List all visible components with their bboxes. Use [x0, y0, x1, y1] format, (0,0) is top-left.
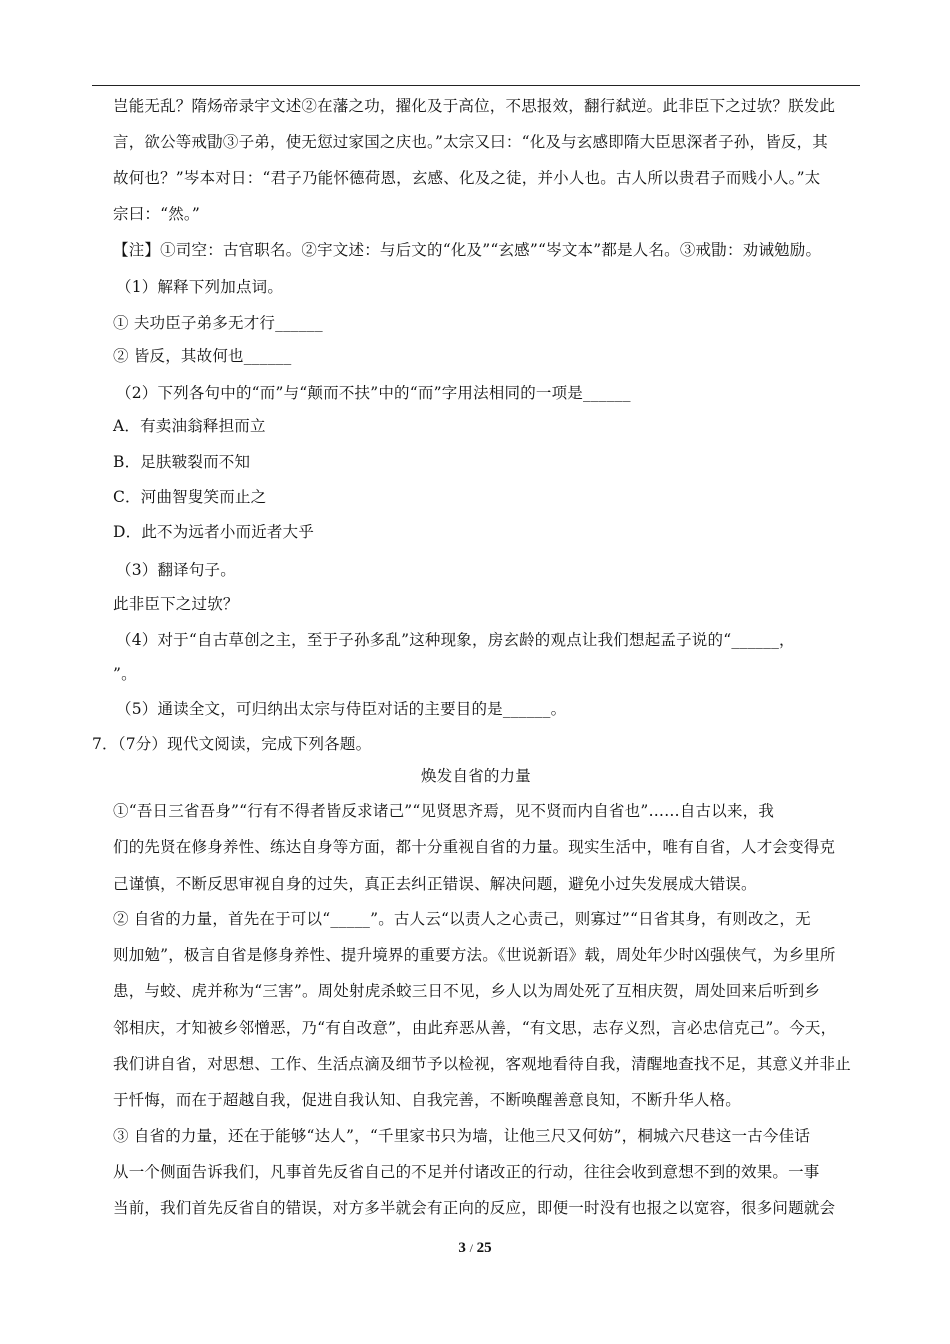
- paragraph-line: 邻相庆，才知被乡邻憎恶，乃“有自改意”，由此弃恶从善，“有文思，志存义烈，言必忠信克己”。今天，: [113, 1019, 837, 1037]
- question-4-cont: ”。: [113, 665, 137, 683]
- question-1: （1）解释下列加点词。: [116, 278, 284, 296]
- question-4: （4）对于“自古草创之主，至于子孙多乱”这种现象，房玄龄的观点让我们想起孟子说的“______，: [116, 631, 795, 649]
- paragraph-line: 己谨慎，不断反思审视自身的过失，真正去纠正错误、解决问题，避免小过失发展成大错误。: [113, 875, 757, 893]
- question-2: （2）下列各句中的“而”与“颠而不扶”中的“而”字用法相同的一项是______: [116, 384, 631, 402]
- paragraph-line: 患，与蛟、虎并称为“三害”。周处射虎杀蛟三日不见，乡人以为周处死了互相庆贺，周处回来后听到乡: [113, 982, 821, 1000]
- paragraph-line: 当前，我们首先反省自的错误，对方多半就会有正向的反应，即便一时没有也报之以宽容，很多问题就会: [113, 1199, 836, 1217]
- text-line: 宗曰：“然。”: [113, 205, 200, 223]
- question-5: （5）通读全文，可归纳出太宗与侍臣对话的主要目的是______。: [116, 700, 567, 718]
- option-d: D．此不为远者小而近者大乎: [113, 523, 315, 541]
- page-number: [0, 1240, 950, 1257]
- option-a: A．有卖油翁释担而立: [113, 417, 266, 435]
- paragraph-line: 我们讲自省，对思想、工作、生活点滴及细节予以检视，客观地看待自我，清醒地查找不足，其意义并非止: [113, 1055, 851, 1073]
- paragraph-line: 从一个侧面告诉我们，凡事首先反省自己的不足并付诸改正的行动，往往会收到意想不到的效果。一事: [113, 1163, 820, 1181]
- text-line: 故何也？”岑本对日：“君子乃能怀德荷恩，玄感、化及之徒，并小人也。古人所以贵君子而贱小人。”太: [113, 169, 821, 187]
- note-line: 【注】①司空：古官职名。②宇文述：与后文的“化及”“玄感”“岑文本”都是人名。③戒勖：劝诫勉励。: [113, 241, 822, 259]
- section-7-heading: 7．（7分）现代文阅读，完成下列各题。: [92, 735, 372, 753]
- paragraph-line: 于忏悔，而在于超越自我，促进自我认知、自我完善，不断唤醒善意良知，不断升华人格。: [113, 1091, 742, 1109]
- question-3-sentence: 此非臣下之过欤？: [113, 595, 239, 613]
- paragraph-line: 则加勉”，极言自省是修身养性、提升境界的重要方法。《世说新语》载，周处年少时凶强侠气，为乡里所: [113, 946, 836, 964]
- question-3: （3）翻译句子。: [116, 561, 236, 579]
- paragraph-line: ② 自省的力量，首先在于可以“_____”。古人云“以责人之心责己，则寡过”“日省其身，有则改之，无: [113, 910, 811, 928]
- article-title: 焕发自省的力量: [421, 767, 531, 785]
- total-pages: 25: [476, 1240, 492, 1256]
- paragraph-line: 们的先贤在修身养性、练达自身等方面，都十分重视自省的力量。现实生活中，唯有自省，人才会变得克: [113, 838, 836, 856]
- option-b: B．足肤皲裂而不知: [113, 453, 251, 471]
- question-1-item-2: ② 皆反，其故何也______: [113, 347, 292, 365]
- current-page: 3: [458, 1240, 466, 1256]
- question-1-item-1: ① 夫功臣子弟多无才行______: [113, 314, 323, 332]
- option-c: C．河曲智叟笑而止之: [113, 488, 267, 506]
- text-line: 岂能无乱？隋炀帝录宇文述②在藩之功，擢化及于高位，不思报效，翻行弑逆。此非臣下之过欤？朕发此: [113, 97, 836, 115]
- text-line: 言，欲公等戒勖③子弟，使无愆过家国之庆也。”太宗又曰：“化及与玄感即隋大臣思深者子孙，皆反，其: [113, 133, 829, 151]
- header-rule: [92, 85, 860, 86]
- paragraph-line: ③ 自省的力量，还在于能够“达人”，“千里家书只为墙，让他三尺又何妨”，桐城六尺巷这一古今佳话: [113, 1127, 811, 1145]
- page-separator: /: [469, 1241, 473, 1255]
- paragraph-line: ①“吾日三省吾身”“行有不得者皆反求诸己”“见贤思齐焉，见不贤而内自省也”……自古以来，我: [113, 802, 775, 820]
